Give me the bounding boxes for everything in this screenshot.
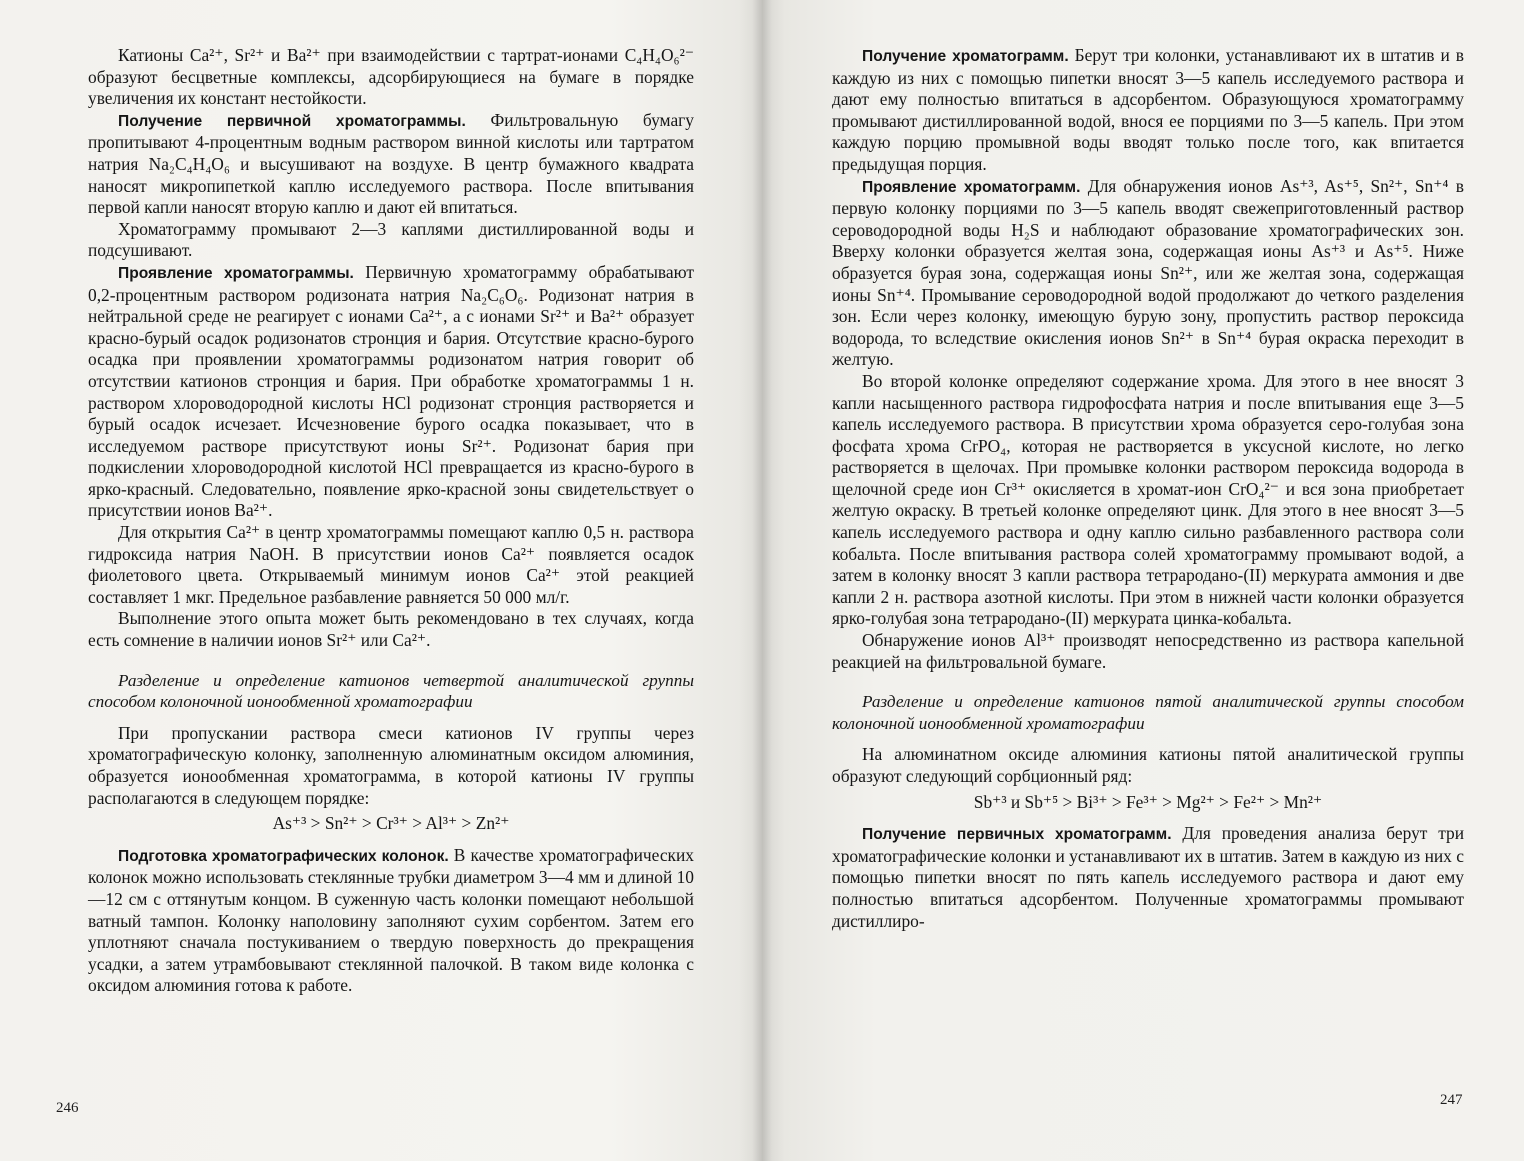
right-page-text	[832, 45, 1464, 932]
right-paragraph-1-text: Берут три колонки, устанавливают их в штатив и в каждую из них с помощью пипетки вносят 3—5 капель исследуемого раствора и дают ему полностью впитаться в адсорбентом. Образующуюся хроматограмму промывают дистиллированной водой, внося ее порциями по 3—5 капель. При этом каждую порцию промывной воды вводят только после того, как впитается предыдущая порция.	[832, 45, 1464, 174]
right-final-text: Для проведения анализа берут три хроматографические колонки и устанавливают их в штатив. Затем в каждую из них с помощью пипетки вносят по пять капель исследуемого раствора и дают ему полностью впитаться адсорбентом. Полученные хроматограммы промывают дистиллиро-	[832, 823, 1465, 931]
left-section-heading: Разделение и определение катионов четвертой аналитической группы способом колоночной ионообменной хроматографии	[88, 670, 694, 712]
right-formula: Sb⁺³ и Sb⁺⁵ > Bi³⁺ > Fe³⁺ > Mg²⁺ > Fe²⁺ > Mn²⁺	[973, 791, 1323, 812]
right-paragraph-2-lead: Проявление хроматограмм.	[862, 178, 1081, 196]
right-paragraph-1-lead: Получение хроматограмм.	[862, 48, 1069, 65]
left-formula: As⁺³ > Sn²⁺ > Cr³⁺ > Al³⁺ > Zn²⁺	[272, 813, 510, 834]
left-paragraph-3	[88, 219, 694, 262]
left-final-paragraph	[88, 845, 694, 997]
left-final-text: В качестве хроматографических колонок можно использовать стеклянные трубки диаметром 3—4 мм и длиной 10—12 см с оттянутым концом. В суженную часть колонки помещают небольшой ватный тампон. Колонку наполовину заполняют сухим сорбентом. Затем его уплотняют сначала постукиванием о твердую поверхность до прекращения усадки, а затем утрамбовывают стеклянной палочкой. В таком виде колонка с оксидом алюминия готова к работе.	[88, 844, 695, 996]
right-paragraph-4-text: Обнаружение ионов Al³⁺ производят непосредственно из раствора капельной реакцией на фильтровальной бумаге.	[832, 630, 1464, 672]
left-paragraph-4	[88, 262, 694, 522]
right-section-heading: Разделение и определение катионов пятой аналитической группы способом колоночной ионообменной хроматографии	[832, 692, 1464, 733]
right-paragraph-3-text: Во второй колонке определяют содержание хрома. Для этого в нее вносят 3 капли насыщенного раствора гидрофосфата натрия и после впитывания еще 3—5 капель исследуемого раствора. В присутствии хрома образуется серо-голубая зона фосфата хрома CrPO₄, которая не растворяется в уксусной кислоте, но легко растворяется в щелочах. При промывке колонки раствором пероксида водорода в щелочной среде ион Cr³⁺ окисляется в хромат-ион CrO₄²⁻ и вся зона приобретает желтую окраску. В третьей колонке определяют цинк. Для этого в нее вносят 3—5 капель исследуемого раствора и одну каплю сильно разбавленного раствора соли кобальта. После впитывания раствора солей хроматограмму промывают водой, а затем в колонку вносят 3 капли раствора тетрародано-(II) меркурата аммония и две капли 2 н. раствора азотной кислоты. При этом в нижней части колонки образуется ярко-голубая зона тетрародано-(II) меркурата цинка-кобальта.	[832, 370, 1464, 629]
page-fold-shadow	[752, 0, 772, 1161]
left-paragraph-6-text: Выполнение этого опыта может быть рекомендовано в тех случаях, когда есть сомнение в наличии ионов Sr²⁺ или Ca²⁺.	[88, 608, 694, 651]
left-paragraph-6	[88, 608, 694, 651]
left-paragraph-1	[88, 45, 694, 110]
left-page-number: 246	[56, 1100, 79, 1116]
right-paragraph-4	[832, 630, 1464, 673]
left-final-lead: Подготовка хроматографических колонок.	[118, 847, 449, 865]
left-paragraph-2	[88, 110, 694, 219]
left-paragraph-4-text: Первичную хроматограмму обрабатывают 0,2-процентным раствором родизоната натрия Na₂C₆O₆. Родизонат натрия в нейтральной среде не реагирует с ионами Ca²⁺, а с ионами Sr²⁺ и Ba²⁺ образует красно-бурый осадок родизонатов стронция и бария. Отсутствие красно-бурого осадка при проявлении хроматограммы родизонатом натрия говорит об отсутствии катионов стронция и бария. При обработке хроматограммы 1 н. раствором хлороводородной кислоты HCl родизонат стронция растворяется и бурый осадок исчезает. Исчезновение бурого осадка показывает, что в исследуемом растворе присутствуют ионы Sr²⁺. Родизонат бария при подкислении хлороводородной кислотой HCl превращается из красно-бурого в ярко-красный. Следовательно, появление ярко-красной зоны свидетельствует о присутствии ионов Ba²⁺.	[88, 261, 694, 521]
right-page-number: 247	[1440, 1092, 1463, 1108]
right-final-lead: Получение первичных хроматограмм.	[862, 826, 1172, 844]
left-paragraph-5	[88, 522, 694, 608]
right-final-paragraph	[832, 823, 1464, 932]
right-section-paragraph: На алюминатном оксиде алюминия катионы пятой аналитической группы образуют следующий сорбционный ряд:	[832, 744, 1464, 786]
right-paragraph-1	[832, 45, 1464, 176]
left-paragraph-2-text: Фильтровальную бумагу пропитывают 4-процентным водным раствором винной кислоты или тартратом натрия Na₂C₄H₄O₆ и высушивают на воздухе. В центр бумажного квадрата наносят микропипеткой каплю исследуемого раствора. После впитывания первой капли наносят вторую каплю и дают ей впитаться.	[88, 109, 694, 218]
right-page	[762, 0, 1524, 1161]
left-paragraph-4-lead: Проявление хроматограммы.	[118, 264, 354, 282]
left-section-paragraph: При пропускании раствора смеси катионов IV группы через хроматографическую колонку, заполненную алюминатным оксидом алюминия, образуется ионообменная хроматограмма, в которой катионы IV группы располагаются в следующем порядке:	[88, 722, 694, 808]
left-paragraph-5-text: Для открытия Ca²⁺ в центр хроматограммы помещают каплю 0,5 н. раствора гидроксида натрия NaOH. В присутствии ионов Ca²⁺ появляется осадок фиолетового цвета. Открываемый минимум ионов Ca²⁺ этой реакцией составляет 1 мкг. Предельное разбавление равняется 50 000 мл/г.	[88, 522, 694, 607]
left-paragraph-2-lead: Получение первичной хроматограммы.	[118, 112, 466, 130]
right-paragraph-3	[832, 371, 1464, 630]
left-page-text	[88, 45, 694, 997]
left-paragraph-3-text: Хроматограмму промывают 2—3 каплями дистиллированной воды и подсушивают.	[88, 218, 694, 261]
right-paragraph-2	[832, 176, 1464, 371]
left-paragraph-1-text: Катионы Ca²⁺, Sr²⁺ и Ba²⁺ при взаимодействии с тартрат-ионами C₄H₄O₆²⁻ образуют бесцветные комплексы, адсорбирующиеся на бумаге в порядке увеличения их констант нестойкости.	[88, 45, 694, 109]
right-paragraph-2-text: Для обнаружения ионов As⁺³, As⁺⁵, Sn²⁺, Sn⁺⁴ в первую колонку порциями по 3—5 капель вводят свежеприготовленный раствор сероводородной воды H₂S и наблюдают образование хроматографических зон. Вверху колонки образуется желтая зона, содержащая ионы As⁺³ и As⁺⁵. Ниже образуется бурая зона, содержащая ионы Sn²⁺, или же желтая зона, содержащая ионы Sn⁺⁴. Промывание сероводородной водой продолжают до четкого разделения зон. Если через колонку, имеющую бурую зону, пропустить раствор пероксида водорода, то вследствие окисления ионов Sn²⁺ в Sn⁺⁴ бурая окраска переходит в желтую.	[832, 175, 1464, 370]
